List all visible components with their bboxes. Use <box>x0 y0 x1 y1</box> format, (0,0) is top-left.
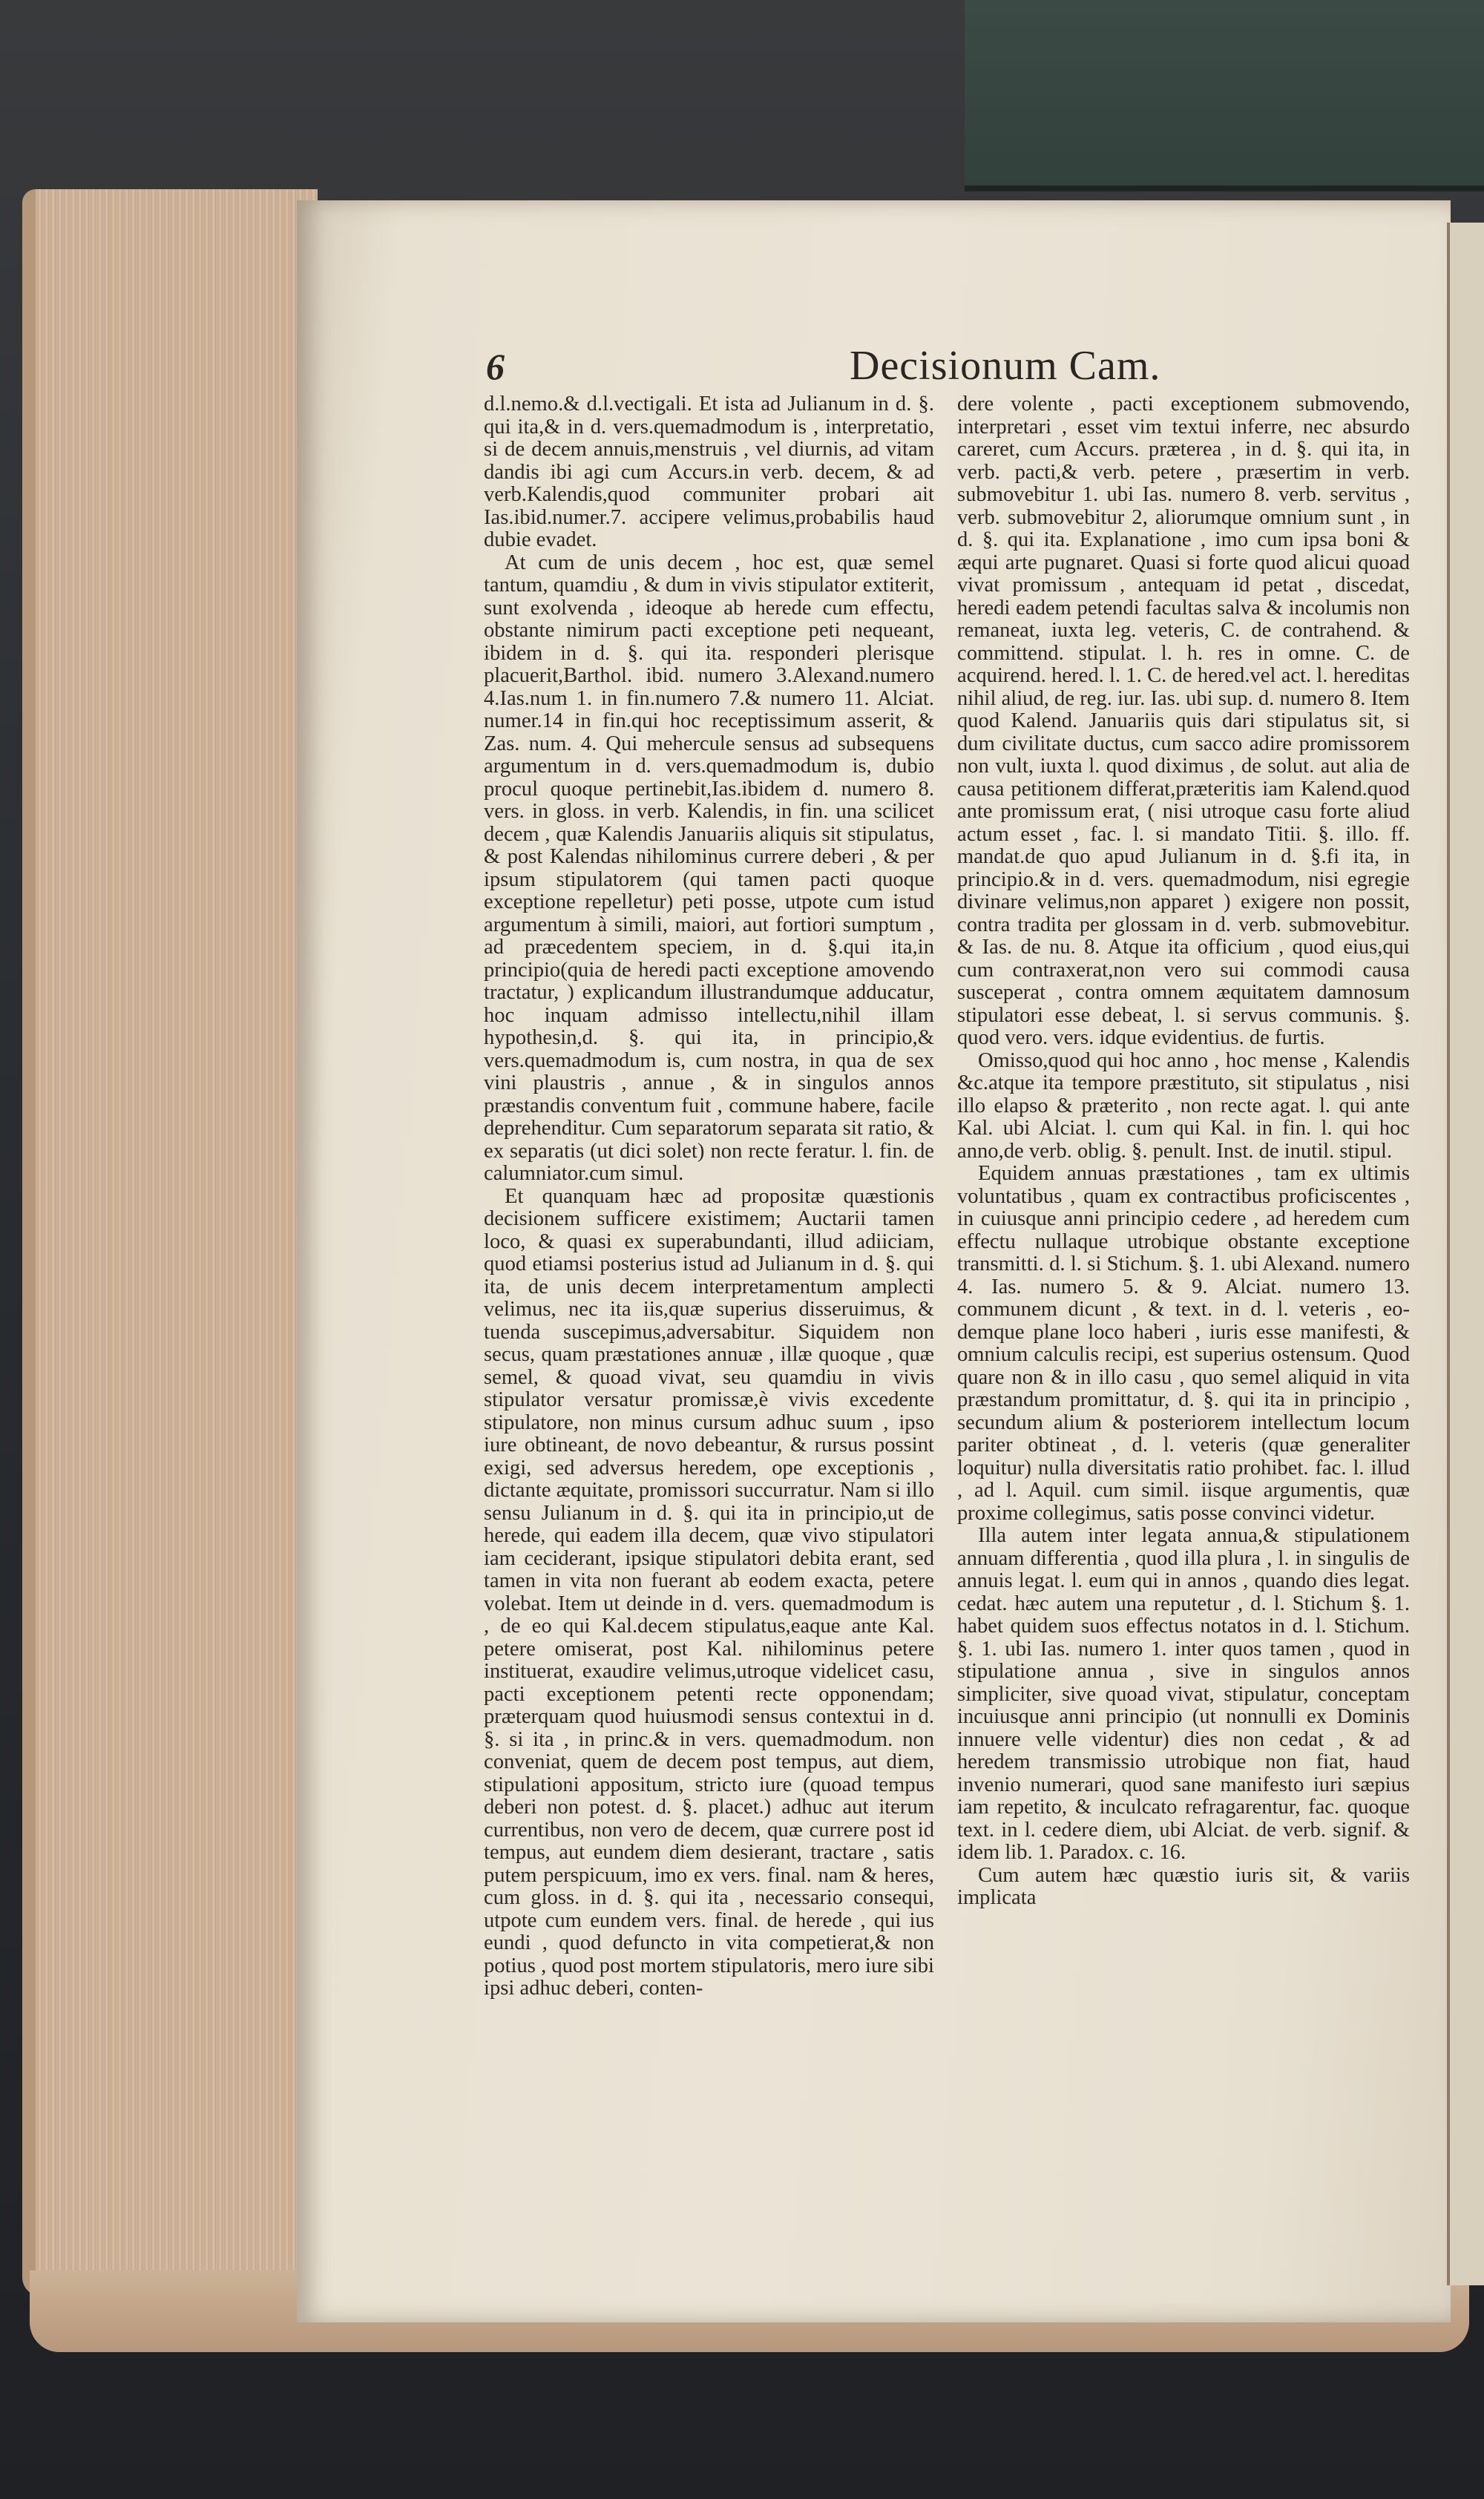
paragraph: dere volente , pacti exceptionem submovendo, interpretari , esset vim textui inferre, nec absurdo careret, cum Accurs. præterea , in d. §. qui ita, in verb. pacti,& verb. petere , præsertim in verb. submovebitur 1. ubi Ias. numero 8. verb. servitus , verb. submovebitur 2, aliorumque omnium sunt , in d. §. qui ita. Explanatione , imo cum ipsa boni & æqui arte pugnaret. Quasi si forte quod alicui quoad vivat promissum , antequam id petat , discedat, heredi eadem petendi facultas salva & incolumis non remaneat, iuxta leg. veteris, C. de contrahend. & committend. stipulat. l. h. res in omne. C. de acquirend. hered. l. 1. C. de hered.vel act. l. hereditas nihil aliud, de reg. iur. Ias. ubi sup. d. numero 8. Item quod Kalend. Januariis quis dari stipulatus sit, si dum civilitate ductus, cum sacco adire promissorem non vult, iuxta l. quod diximus , de solut. aut alia de causa petitionem differat,præteritis iam Kalend.quod ante promissum erat, ( nisi utroque casu forte aliud actum esset , fac. l. si mandato Titii. §. illo. ff. mandat.de quo apud Julianum in d. §.fi ita, in principio.& in d. vers. quemadmodum, nisi egregie divinare velimus,non apparet ) exigere non possit, contra tradita per glossam in d. verb. submovebitur. & Ias. de nu. 8. Atque ita officium , quod eius,qui cum contraxerat,non vero sui commodi causa susceperat , contra omnem æquitatem damnosum stipulatori esse debeat, l. si servus communis. §. quod vero. vers. idque evidentius. de furtis. <box>957 393 1410 1049</box>
paragraph: At cum de unis decem , hoc est, quæ semel tantum, quamdiu , & dum in vivis stipulator extiterit, sunt exolvenda , ideoque ab herede cum effectu, obstante nimirum pacti exceptione peti nequeant, ibidem in d. §. qui ita. responderi plerisque placuerit,Barthol. ibid. numero 3.Alexand.numero 4.Ias.num 1. in fin.numero 7.& numero 11. Alciat. numer.14 in fin.qui hoc receptissimum asserit, & Zas. num. 4. Qui mehercule sensus ad subsequens argumentum in d. vers.quemadmodum is, dubio procul quoque pertinebit,Ias.ibidem d. numero 8. vers. in gloss. in verb. Kalendis, in fin. una scilicet decem , quæ Kalendis Januariis aliquis sit stipulatus, & post Kalendas nihilominus currere deberi , & per ipsum stipulatorem (qui tamen pacti quoque exceptione repelletur) peti posse, utpote cum istud argumentum à simili, maiori, aut fortiori sumptum , ad præcedentem speciem, in d. §.qui ita,in principio(quia de heredi pacti exceptione amovendo tractatur, ) explicandum illustrandumque adducatur, hoc inquam admisso intellectu,nihil illam hypothesin,d. §. qui ita, in principio,& vers.quemadmodum is, cum nostra, in qua de sex vini plaustris , annue , & in singulos annos præstandis conventum fuit , commune habere, facile deprehenditur. Cum separatorum separata sit ratio, & ex separatis (ut dici solet) non recte feratur. l. fin. de calumniator.cum simul. <box>484 551 934 1185</box>
paragraph: Equidem annuas præstationes , tam ex ultimis voluntatibus , quam ex contractibus proficiscentes , in cuiusque anni principio cedere , ad heredem cum effectu nullaque utrobique obstante exceptione transmitti. d. l. si Stichum. §. 1. ubi Alexand. numero 4. Ias. numero 5. & 9. Alciat. numero 13. communem dicunt , & text. in d. l. veteris , eodemque plane loco haberi , iuris esse manifesti, & omnium calculis recipi, est superius ostensum. Quod quare non & in illo casu , quo semel aliquid in vita præstandum promittatur, d. §. qui ita in principio , secundum alium & posteriorem intellectum locum pariter obtineat , d. l. veteris (quæ generaliter loquitur) nulla diversitatis ratio prohibet. fac. l. illud , ad l. Aquil. cum simil. iisque argumentis, quæ proxime collegimus, satis posse convinci videtur. <box>957 1162 1410 1525</box>
paragraph: Et quanquam hæc ad propositæ quæstionis decisionem sufficere existimem; Auctarii tamen loco, & quasi ex superabundanti, illud adiiciam, quod etiamsi posterius istud ad Julianum in d. §. qui ita, de unis decem interpretamentum amplecti velimus, nec ita iis,quæ superius disseruimus, & tuenda suscepimus,adversabitur. Siquidem non secus, quam præstationes annuæ , illæ quoque , quæ semel, & quoad vivat, seu quamdiu in vivis stipulator versatur promissæ,è vivis excedente stipulatore, non minus cursum adhuc suum , ipso iure obtineant, de novo debeantur, & rursus possint exigi, sed adversus heredem, ope exceptionis , dictante æquitate, promissori succurratur. Nam si illo sensu Julianum in d. §. qui ita in principio,ut de herede, qui eadem illa decem, quæ vivo stipulatori iam ceciderant, ipsique stipulatori debita erant, sed tamen in vita non fuerant ab eodem exacta, petere volebat. Item ut deinde in d. vers. quemadmodum is , de eo qui Kal.decem stipulatus,eaque ante Kal. petere omiserat, post Kal. nihilominus petere instituerat, exaudire velimus,utroque videlicet casu, pacti exceptionem petenti recte opponendam; præterquam quod huiusmodi sensus contextui in d. §. si ita , in princ.& in vers. quemadmodum. non conveniat, quem de decem post tempus, aut diem, stipulationi appositum, stricto iure (quoad tempus deberi non potest. d. §. placet.) adhuc aut iterum currentibus, non vero de decem, quæ currere post id tempus, aut eundem diem desierant, tractare , satis putem perspicuum, imo ex vers. final. nam & heres, cum gloss. in d. §. qui ita , necessario consequi, utpote cum eundem vers. final. de herede , qui ius eundi , quod defuncto in vita competierat,& non potius , quod post mortem stipulatoris, mero iure sibi ipsi adhuc deberi, conten- <box>484 1184 934 2000</box>
green-cloth-background <box>965 0 1484 191</box>
right-column <box>957 393 1410 1910</box>
left-column <box>484 393 934 2000</box>
paragraph: Omisso,quod qui hoc anno , hoc mense , Kalendis &c.atque ita tempore præstituto, sit stipulatus , nisi illo elapso & præterito , non recte agat. l. qui ante Kal. ubi Alciat. l. cum qui Kal. in fin. l. qui hoc anno,de verb. oblig. §. penult. Inst. de inutil. stipul. <box>957 1048 1410 1163</box>
book-page-edges <box>22 189 318 2296</box>
facing-page-edge <box>1447 223 1484 2285</box>
paragraph: d.l.nemo.& d.l.vectigali. Et ista ad Julianum in d. §. qui ita,& in d. vers.quemadmodum is , interpretatio, si de decem annuis,menstruis , vel diurnis, ad vitam dandis ibi agi cum Accurs.in verb. decem, & ad verb.Kalendis,quod communiter probari ait Ias.ibid.numer.7. accipere velimus,probabilis haud dubie evadet. <box>484 393 934 551</box>
running-title: Decisionum Cam. <box>850 343 1161 389</box>
page-number: 6 <box>486 346 505 387</box>
paragraph: Cum autem hæc quæstio iuris sit, & variis implicata <box>957 1863 1410 1909</box>
paragraph: Illa autem inter legata annua,& stipulationem annuam differentia , quod illa plura , l. in singulis de annuis legat. l. eum qui in annos , quando dies legat. cedat. hæc autem una reputetur , d. l. Stichum §. 1. habet quidem suos effectus notatos in d. l. Stichum. §. 1. ubi Ias. numero 1. inter quos tamen , quod in stipulatione annua , sive in singulos annos simpliciter, sive quoad vivat, stipulatur, conceptam incuiusque anni principio (ut nonnulli ex Dominis innuere velle videntur) dies non cedat , & ad heredem transmissio utrobique non fiat, haud invenio numerari, quod sane manifesto iuri sæpius iam repetito, & inculcato refragarentur, fac. quoque text. in l. cedere diem, ubi Alciat. de verb. signif. & idem lib. 1. Paradox. c. 16. <box>957 1524 1410 1864</box>
